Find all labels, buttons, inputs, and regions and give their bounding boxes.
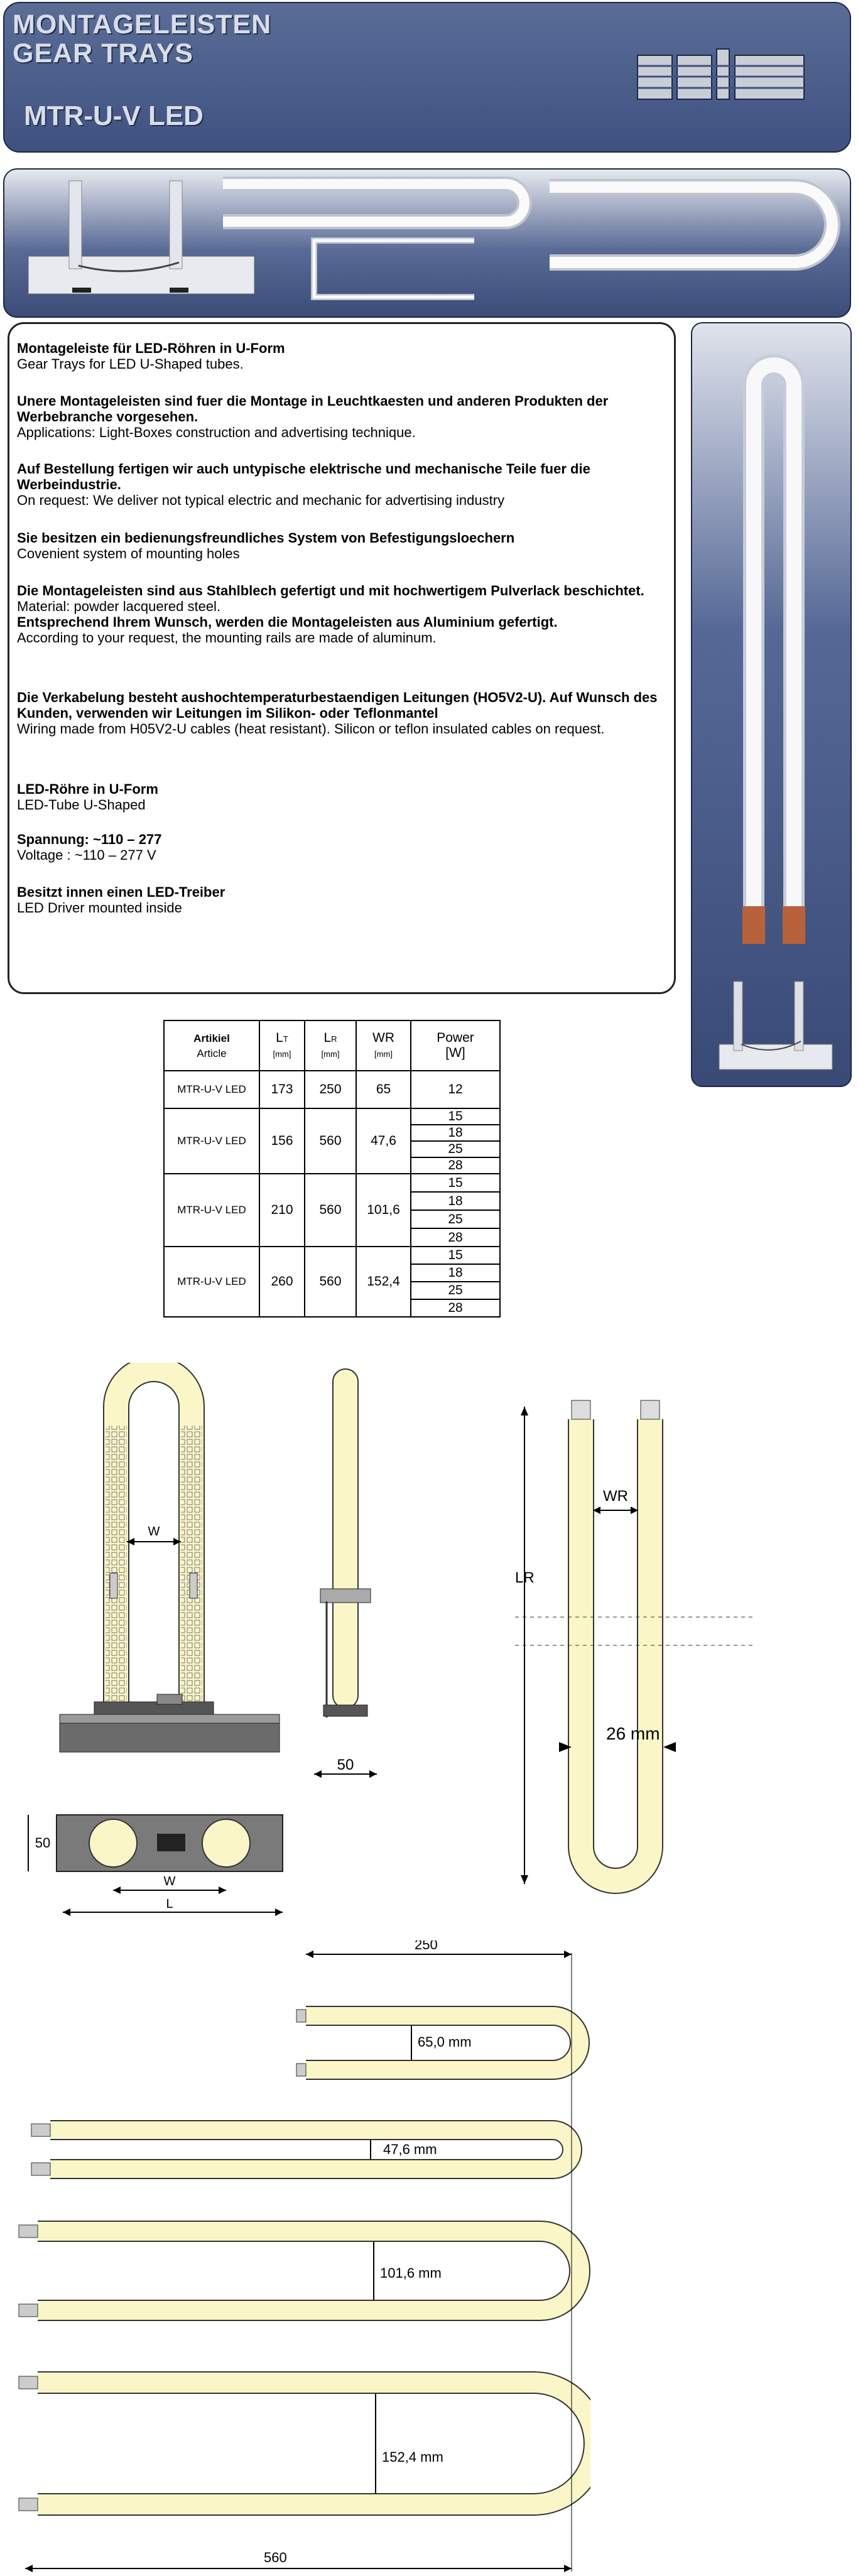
cell-power: 18 — [411, 1125, 500, 1141]
cell-wr: 152,4 — [356, 1247, 411, 1317]
cell-article: MTR-U-V LED — [164, 1174, 259, 1247]
header-lr-label: L — [323, 1031, 332, 1045]
cell-lr: 560 — [305, 1174, 356, 1247]
cell-power: 25 — [411, 1282, 500, 1299]
cell-wr: 101,6 — [356, 1174, 411, 1247]
model-name: MTR-U-V LED — [24, 100, 204, 131]
header-wr — [356, 1020, 411, 1071]
description-box — [8, 322, 676, 994]
table-row — [164, 1247, 500, 1264]
paragraph-heading: Besitzt innen einen LED-Treiber — [17, 884, 225, 900]
description-paragraph-6 — [17, 690, 664, 737]
cell-power: 28 — [411, 1299, 500, 1317]
cell-wr: 65 — [356, 1071, 411, 1108]
cell-lt: 260 — [259, 1247, 305, 1317]
cell-power: 12 — [411, 1071, 500, 1108]
paragraph-text: Wiring made from H05V2-U cables (heat resistant). Silicon or teflon insulated cables on request. — [17, 721, 605, 737]
description-paragraph-1 — [17, 340, 664, 372]
fixture-front-drawing — [50, 1363, 308, 1783]
dim-250-label: 250 — [415, 1940, 438, 1952]
description-paragraph-4 — [17, 530, 664, 561]
paragraph-text: Applications: Light-Boxes construction and advertising technique. — [17, 425, 416, 440]
header-lr — [305, 1020, 356, 1071]
paragraph-heading: Die Montageleisten sind aus Stahlblech gefertigt und mit hochwertigem Pulverlack beschichtet. — [17, 583, 644, 598]
cell-power: 25 — [411, 1210, 500, 1228]
header-lt-sub: T — [283, 1034, 288, 1044]
header-article-en: Article — [197, 1047, 227, 1059]
table-row — [164, 1071, 500, 1108]
page-title-en: GEAR TRAYS — [13, 38, 193, 68]
paragraph-text: Material: powder lacquered steel. — [17, 598, 221, 614]
paragraph-heading: Entsprechend Ihrem Wunsch, werden die Montageleisten aus Aluminium gefertigt. — [17, 614, 558, 630]
cell-lt: 173 — [259, 1071, 305, 1108]
table-header-row — [164, 1020, 500, 1071]
cell-power: 28 — [411, 1157, 500, 1174]
header-lt-label: L — [276, 1031, 283, 1045]
cell-power: 25 — [411, 1141, 500, 1157]
cell-power: 18 — [411, 1264, 500, 1282]
cell-power: 15 — [411, 1174, 500, 1192]
description-paragraph-9 — [17, 884, 664, 916]
spacing-65-label: 65,0 mm — [418, 2034, 472, 2050]
spacing-47-label: 47,6 mm — [383, 2141, 437, 2157]
fixture-bottom-drawing — [25, 1809, 301, 1928]
description-paragraph-3 — [17, 461, 664, 508]
tube-variants-drawing — [0, 1940, 590, 2575]
cell-power: 15 — [411, 1108, 500, 1125]
paragraph-text: Voltage : ~110 – 277 V — [17, 847, 156, 863]
paragraph-heading: Montageleiste für LED-Röhren in U-Form — [17, 340, 285, 356]
paragraph-text: Gear Trays for LED U-Shaped tubes. — [17, 356, 244, 372]
header-wr-label: WR — [372, 1031, 394, 1045]
cell-article: MTR-U-V LED — [164, 1071, 259, 1108]
paragraph-text: Covenient system of mounting holes — [17, 546, 240, 561]
cell-lr: 560 — [305, 1108, 356, 1174]
side-width-label: 50 — [337, 1756, 354, 1773]
fixture-side-drawing — [301, 1363, 389, 1815]
header-article-de: Artikiel — [193, 1032, 230, 1044]
cell-lt: 210 — [259, 1174, 305, 1247]
cell-power: 15 — [411, 1247, 500, 1264]
header-lt-unit: [mm] — [273, 1049, 291, 1059]
header-power-label: Power — [437, 1031, 474, 1045]
paragraph-heading: Auf Bestellung fertigen wir auch untypische elektrische und mechanische Teile fuer die Werbeindustrie. — [17, 461, 590, 492]
paragraph-text: LED Driver mounted inside — [17, 900, 182, 916]
paragraph-heading: Spannung: ~110 – 277 — [17, 831, 162, 847]
header-lt — [259, 1020, 305, 1071]
header-wr-unit: [mm] — [374, 1049, 393, 1059]
paragraph-text: On request: We deliver not typical electric and mechanic for advertising industry — [17, 492, 505, 508]
paragraph-text: According to your request, the mounting rails are made of aluminum. — [17, 630, 437, 646]
spacing-152-label: 152,4 mm — [382, 2449, 443, 2465]
lr-label: LR — [515, 1569, 535, 1586]
spec-table — [163, 1020, 501, 1318]
cell-power: 28 — [411, 1228, 500, 1247]
cell-lr: 560 — [305, 1247, 356, 1317]
paragraph-heading: Die Verkabelung besteht aushochtemperaturbestaendigen Leitungen (HO5V2-U). Auf Wunsch des Kunden, verwenden wir Leitungen im Silikon- oder Teflonmantel — [17, 690, 658, 721]
bottom-wr-label: W — [163, 1875, 176, 1888]
description-paragraph-8 — [17, 831, 664, 863]
wr-label: WR — [603, 1488, 628, 1505]
header-power — [411, 1020, 500, 1071]
paragraph-heading: Unere Montageleisten sind fuer die Montage in Leuchtkaesten und anderen Produkten der Werbebranche vorgesehen. — [17, 393, 609, 425]
paragraph-heading: Sie besitzen ein bedienungsfreundliches System von Befestigungsloechern — [17, 530, 515, 546]
product-photos — [3, 168, 851, 318]
cell-article: MTR-U-V LED — [164, 1247, 259, 1317]
bottom-lt-label: L — [166, 1897, 173, 1911]
paragraph-heading: LED-Röhre in U-Form — [17, 781, 158, 797]
table-row — [164, 1174, 500, 1192]
cell-lt: 156 — [259, 1108, 305, 1174]
paragraph-text: LED-Tube U-Shaped — [17, 797, 146, 813]
mit-logo — [634, 44, 810, 107]
u-tube-photo — [691, 322, 852, 1087]
header-lr-sub: R — [331, 1034, 337, 1044]
table-row — [164, 1108, 500, 1125]
cell-article: MTR-U-V LED — [164, 1108, 259, 1174]
cell-power: 18 — [411, 1192, 500, 1210]
description-paragraph-7 — [17, 781, 664, 813]
dim-560-label: 560 — [264, 2550, 287, 2565]
page-title-de: MONTAGELEISTEN — [13, 9, 272, 40]
description-paragraph-2 — [17, 393, 664, 440]
drawing-wr-label: W — [148, 1525, 160, 1539]
bottom-height-label: 50 — [35, 1835, 51, 1851]
description-paragraph-5 — [17, 583, 664, 646]
header-lr-unit: [mm] — [321, 1049, 340, 1059]
cell-lr: 250 — [305, 1071, 356, 1108]
header-power-unit: [W] — [445, 1046, 465, 1060]
tube-dimension-drawing — [515, 1382, 754, 1903]
cell-wr: 47,6 — [356, 1108, 411, 1174]
spacing-101-label: 101,6 mm — [380, 2265, 442, 2281]
header-article — [164, 1020, 259, 1071]
tube-width-label: 26 mm — [606, 1724, 660, 1743]
